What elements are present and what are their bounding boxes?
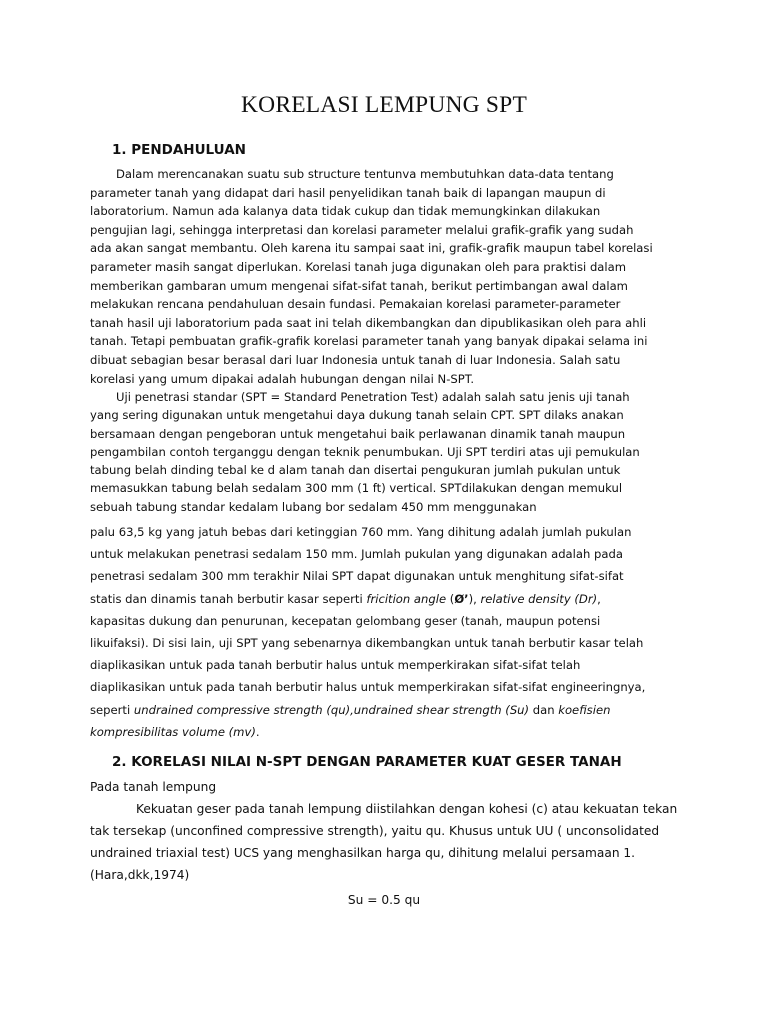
subheading: Pada tanah lempung — [90, 780, 217, 794]
text-line: penetrasi sedalam 300 mm terakhir Nilai SPT dapat digunakan untuk menghitung sifat-sifat — [90, 569, 624, 584]
italic-term: undrained compressive strength (qu),undrained shear strength (Su) — [133, 702, 530, 717]
text-line: (Hara,dkk,1974) — [90, 868, 190, 882]
text-line: ada akan sangat membantu. Oleh karena itu sampai saat ini, grafik-grafik maupun tabel korelasi — [90, 241, 653, 256]
text-line: pengambilan contoh terganggu dengan teknik penumbukan. Uji SPT terdiri atas uji pemukulan — [90, 444, 640, 459]
text-run: statis dan dinamis tanah berbutir kasar seperti — [90, 591, 367, 606]
phi-symbol: Ø’ — [454, 591, 469, 606]
italic-term: relative density (Dr) — [480, 591, 598, 606]
text-line-content: Dalam merencanakan suatu sub structure tentunva membutuhkan data-data tentang — [116, 167, 614, 181]
text-line: likuifaksi). Di sisi lain, uji SPT yang sebenarnya dikembangkan untuk tanah berbutir kasar telah — [90, 636, 644, 651]
text-line: tak tersekap (unconfined compressive strength), yaitu qu. Khusus untuk UU ( unconsolidated — [90, 824, 660, 838]
text-line: untuk melakukan penetrasi sedalam 150 mm. Jumlah pukulan yang digunakan adalah pada — [90, 547, 623, 562]
text-line: sebuah tabung standar kedalam lubang bor sedalam 450 mm menggunakan — [90, 499, 537, 514]
text-run: . — [255, 724, 260, 739]
italic-term: kompresibilitas volume (mv) — [90, 724, 256, 739]
text-line — [90, 388, 680, 406]
paragraph-tanah-lempung — [90, 776, 680, 886]
text-run: , — [597, 591, 601, 606]
text-line — [90, 588, 680, 610]
text-line: yang sering digunakan untuk mengetahui daya dukung tanah selain CPT. SPT dilaks anakan — [90, 408, 624, 423]
section-heading-pendahuluan: 1. PENDAHULUAN — [112, 142, 246, 158]
text-line: pengujian lagi, sehingga interpretasi dan korelasi parameter melalui grafik-grafik yang sudah — [90, 222, 634, 237]
text-line: melakukan rencana pendahuluan desain fundasi. Pemakaian korelasi parameter-parameter — [90, 297, 621, 312]
paragraph-pendahuluan — [90, 165, 680, 388]
paragraph-uji-penetrasi — [90, 388, 680, 516]
text-line: parameter tanah yang didapat dari hasil penyelidikan tanah baik di lapangan maupun di — [90, 185, 606, 200]
text-line: bersamaan dengan pengeboran untuk mengetahui baik perlawanan dinamik tanah maupun — [90, 426, 626, 441]
text-line-content: Uji penetrasi standar (SPT = Standard Penetration Test) adalah salah satu jenis uji tanah — [116, 390, 630, 404]
text-line — [90, 699, 680, 721]
text-line-content: Kekuatan geser pada tanah lempung diistilahkan dengan kohesi (c) atau kekuatan tekan — [136, 802, 678, 816]
paragraph-spt-properties — [90, 521, 680, 743]
text-line: memberikan gambaran umum mengenai sifat-sifat tanah, berikut pertimbangan awal dalam — [90, 278, 628, 293]
section-heading-korelasi: 2. KORELASI NILAI N-SPT DENGAN PARAMETER KUAT GESER TANAH — [112, 754, 622, 770]
text-line: diaplikasikan untuk pada tanah berbutir halus untuk memperkirakan sifat-sifat engineeringnya, — [90, 680, 646, 695]
text-run: dan — [529, 702, 559, 717]
text-line: tanah. Tetapi pembuatan grafik-grafik korelasi parameter tanah yang banyak dipakai selama ini — [90, 334, 648, 349]
text-line: tabung belah dinding tebal ke d alam tanah dan disertai pengukuran jumlah pukulan untuk — [90, 463, 621, 478]
text-line — [90, 165, 680, 184]
text-line: korelasi yang umum dipakai adalah hubungan dengan nilai N-SPT. — [90, 371, 475, 386]
text-line: memasukkan tabung belah sedalam 300 mm (1 ft) vertical. SPTdilakukan dengan memukul — [90, 481, 623, 496]
italic-term: koefisien — [558, 702, 611, 717]
text-line: parameter masih sangat diperlukan. Korelasi tanah juga digunakan oleh para praktisi dalam — [90, 259, 627, 274]
text-line: palu 63,5 kg yang jatuh bebas dari ketinggian 760 mm. Yang dihitung adalah jumlah pukulan — [90, 525, 632, 539]
text-line — [90, 798, 680, 820]
text-line: laboratorium. Namun ada kalanya data tidak cukup dan tidak memungkinkan dilakukan — [90, 204, 601, 219]
document-title: KORELASI LEMPUNG SPT — [240, 92, 528, 118]
equation-su: Su = 0.5 qu — [347, 893, 421, 907]
text-run: ), — [468, 591, 481, 606]
text-line: diaplikasikan untuk pada tanah berbutir halus untuk memperkirakan sifat-sifat telah — [90, 658, 581, 673]
text-run: seperti — [90, 702, 134, 717]
italic-term: fricition angle — [366, 591, 447, 606]
text-line: undrained triaxial test) UCS yang menghasilkan harga qu, dihitung melalui persamaan 1. — [90, 846, 636, 860]
text-run: ( — [446, 591, 455, 606]
text-line: tanah hasil uji laboratorium pada saat ini telah dikembangkan dan dipublikasikan oleh para ahli — [90, 315, 647, 330]
text-line: dibuat sebagian besar berasal dari luar Indonesia untuk tanah di luar Indonesia. Salah satu — [90, 352, 621, 367]
text-line: kapasitas dukung dan penurunan, kecepatan gelombang geser (tanah, maupun potensi — [90, 613, 601, 628]
text-line — [90, 721, 680, 743]
